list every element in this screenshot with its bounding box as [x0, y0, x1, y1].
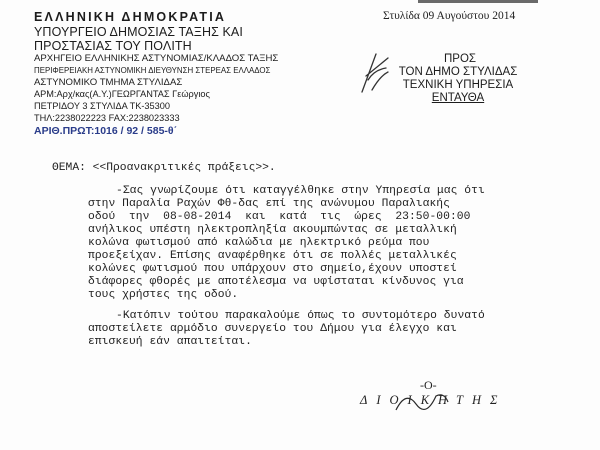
body-line: στην Παραλία Ραχών Φθ-δας επί της ανώνυμου Παραλιακής — [88, 198, 450, 210]
body-line: ανήλικος υπέστη ηλεκτροπληξία ακουμπώντας σε μεταλλική — [88, 224, 457, 236]
header-ministry-cont: ΠΡΟΣΤΑΣΙΑΣ ΤΟΥ ΠΟΛΙΤΗ — [34, 39, 192, 53]
header-address: ΠΕΤΡΙΔΟΥ 3 ΣΤΥΛΙΔΑ ΤΚ-35300 — [34, 101, 170, 111]
body-line: προεξείχαν. Επίσης αναφέρθηκε ότι σε πολλές μεταλλικές — [88, 250, 457, 262]
top-rule — [418, 0, 538, 3]
protocol-number: ΑΡΙΘ.ΠΡΩΤ:1016 / 92 / 585-θ΄ — [34, 125, 178, 137]
subject-line: ΘΕΜΑ: <<Προανακριτικές πράξεις>>. — [52, 162, 276, 174]
signature-title: ΔΙΟΙΚΗΤΗΣ — [360, 393, 507, 407]
body-line: διάφορες φθορές με αποτέλεσμα να υφίσταται κίνδυνος για — [88, 276, 464, 288]
body-line: -Κατόπιν τούτου παρακαλούμε όπως το συντομότερο δυνατό — [116, 310, 485, 322]
recipient-name: ΤΟΝ ΔΗΜΟ ΣΤΥΛΙΔΑΣ — [398, 66, 518, 78]
date-line: Στυλίδα 09 Αυγούστου 2014 — [383, 10, 516, 22]
header-hq: ΑΡΧΗΓΕΙΟ ΕΛΛΗΝΙΚΗΣ ΑΣΤΥΝΟΜΙΑΣ/ΚΛΑΔΟΣ ΤΑΞΗΣ — [34, 53, 279, 64]
body-line: κολώνα φωτισμού από καλώδια με ηλεκτρικό ρεύμα που — [88, 237, 430, 249]
body-line: αποστείλετε αρμόδιο συνεργείο του Δήμου για έλεγχο και — [88, 323, 457, 335]
header-ministry: ΥΠΟΥΡΓΕΙΟ ΔΗΜΟΣΙΑΣ ΤΑΞΗΣ ΚΑΙ — [34, 25, 243, 39]
body-line: -Σας γνωρίζουμε ότι καταγγέλθηκε στην Υπηρεσία μας ότι — [116, 185, 485, 197]
header-regional: ΠΕΡΙΦΕΡΕΙΑΚΗ ΑΣΤΥΝΟΜΙΚΗ ΔΙΕΥΘΥΝΣΗ ΣΤΕΡΕΑΣ ΕΛΛΑΔΟΣ — [34, 66, 271, 75]
signature-mark: -Ο- — [420, 378, 437, 392]
header-officer: ΑΡΜ:Αρχ/κας(Α.Υ.)ΓΕΩΡΓΑΝΤΑΣ Γεώργιος — [34, 89, 210, 99]
header-phone: ΤΗΛ:2238022223 FAX:2238023333 — [34, 113, 180, 123]
recipient-location: ΕΝΤΑΥΘΑ — [431, 92, 485, 104]
body-line: κολώνες φωτισμού που υπάρχουν στο σημείο,έχουν υποστεί — [88, 263, 457, 275]
body-line: οδού την 08-08-2014 και κατά τις ώρες 23:50-00:00 — [88, 211, 471, 223]
body-line: τους χρήστες της οδού. — [88, 289, 239, 301]
header-country: ΕΛΛΗΝΙΚΗ ΔΗΜΟΚΡΑΤΙΑ — [34, 10, 227, 24]
recipient-dept: ΤΕΧΝΙΚΗ ΥΠΗΡΕΣΙΑ — [402, 79, 514, 91]
body-line: επισκευή εάν απαιτείται. — [88, 336, 252, 348]
header-department: ΑΣΤΥΝΟΜΙΚΟ ΤΜΗΜΑ ΣΤΥΛΙΔΑΣ — [34, 77, 183, 88]
signature-scrawl-icon — [392, 386, 452, 416]
recipient-to: ΠΡΟΣ — [443, 53, 477, 65]
